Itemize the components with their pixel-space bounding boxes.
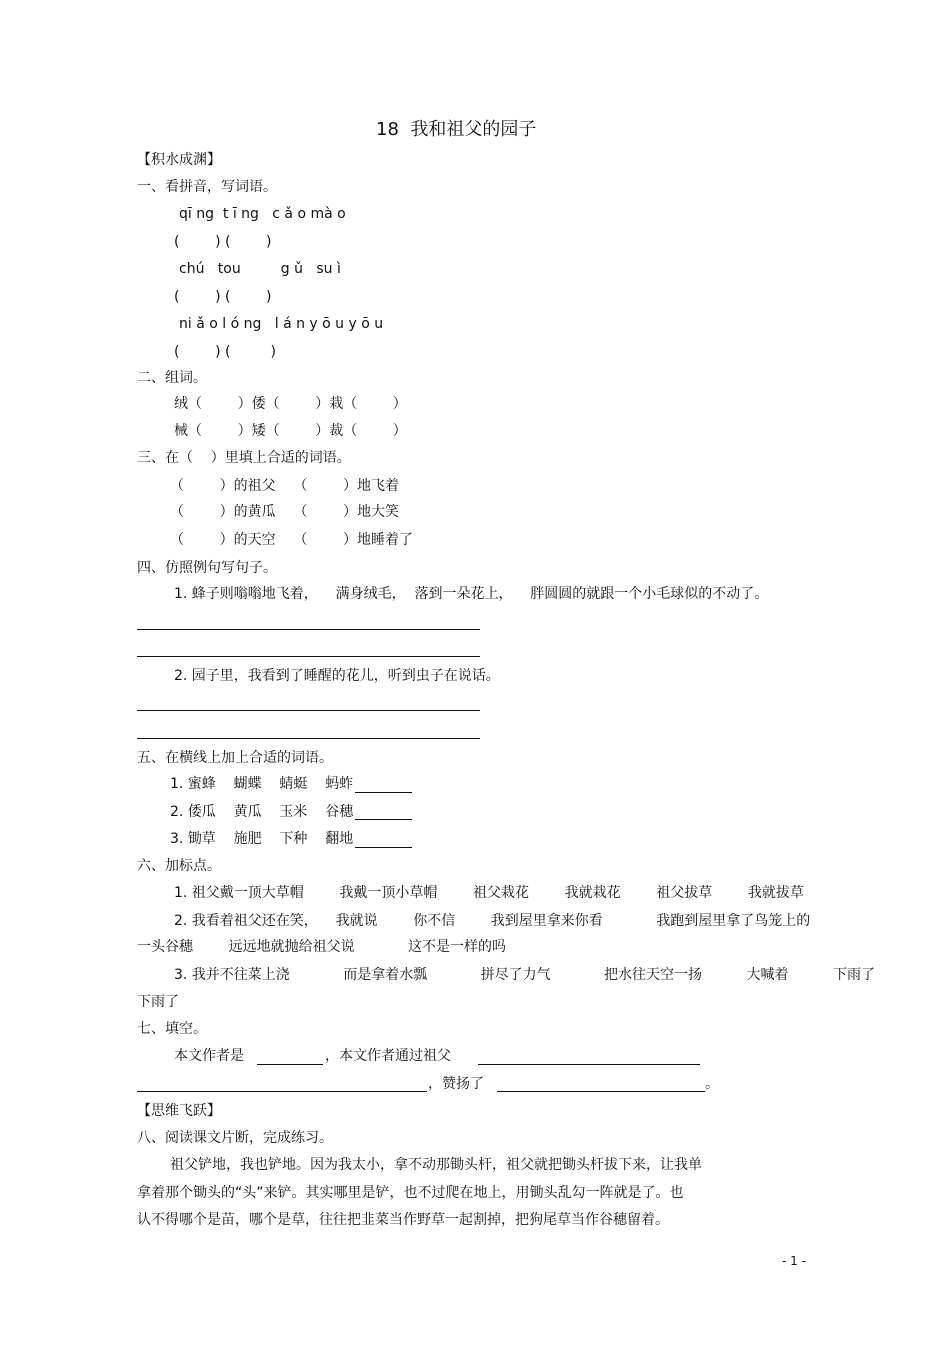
q7-heading: 七、填空。	[137, 1021, 207, 1037]
q6-line-3a: 3. 我并不往菜上浇 而是拿着水瓢 拼尽了力气 把水往天空一扬 大喊着 下雨了	[174, 967, 876, 983]
q1-heading: 一、看拼音，写词语。	[137, 179, 277, 195]
q2-row-1: 绒（ ）倭（ ）栽（ ）	[174, 396, 407, 412]
section-heading-siwei: 【思维飞跃】	[137, 1103, 221, 1119]
answer-line[interactable]	[355, 819, 412, 820]
answer-line[interactable]	[478, 1064, 700, 1065]
q1-pinyin-row-1: qī ng t ī ng c ǎ o mà o	[179, 206, 346, 222]
q3-row-1: （ ）的祖父 （ ）地飞着	[170, 478, 400, 494]
q1-pinyin-row-2: chú tou g ǔ su ì	[179, 261, 341, 277]
answer-line[interactable]	[137, 710, 480, 711]
q4-heading: 四、仿照例句写句子。	[137, 560, 277, 576]
q5-item-1: 1. 蜜蜂 蝴蝶 蜻蜓 蚂蚱	[170, 776, 354, 792]
q3-row-2: （ ）的黄瓜 （ ）地大笑	[170, 504, 400, 520]
q6-line-2b: 一头谷穗 远远地就抛给祖父说 这不是一样的吗	[137, 939, 507, 955]
q8-passage-line-2: 拿着那个锄头的“头”来铲。其实哪里是铲，也不过爬在地上，用锄头乱勾一阵就是了。也	[137, 1185, 684, 1201]
answer-line[interactable]	[137, 656, 480, 657]
q4-sentence-1: 1. 蜂子则嗡嗡地飞着， 满身绒毛， 落到一朵花上， 胖圆圆的就跟一个小毛球似的不动了。	[174, 586, 769, 602]
answer-line[interactable]	[355, 847, 412, 848]
q6-line-1: 1. 祖父戴一顶大草帽 我戴一顶小草帽 祖父栽花 我就栽花 祖父拔草 我就拔草	[174, 885, 804, 901]
page-number: - 1 -	[782, 1254, 806, 1268]
q6-line-3b: 下雨了	[137, 994, 179, 1010]
q2-heading: 二、组词。	[137, 370, 207, 386]
q8-passage-line-3: 认不得哪个是苗，哪个是草，往往把韭菜当作野草一起割掉，把狗尾草当作谷穗留着。	[137, 1212, 669, 1228]
q7-text-period: 。	[705, 1076, 719, 1092]
section-heading-jishui: 【积水成渊】	[137, 152, 221, 168]
q6-heading: 六、加标点。	[137, 858, 221, 874]
answer-line[interactable]	[497, 1091, 705, 1092]
q1-blanks-row-1: ( ) ( )	[174, 234, 272, 250]
q4-sentence-2: 2. 园子里，我看到了睡醒的花儿，听到虫子在说话。	[174, 668, 500, 684]
q1-blanks-row-3: ( ) ( )	[174, 344, 276, 360]
answer-line[interactable]	[137, 629, 480, 630]
q6-line-2a: 2. 我看着祖父还在笑， 我就说 你不信 我到屋里拿来你看 我跑到屋里拿了鸟笼上的	[174, 913, 811, 929]
answer-line[interactable]	[137, 738, 480, 739]
q8-passage-line-1: 祖父铲地，我也铲地。因为我太小，拿不动那锄头杆，祖父就把锄头杆拔下来，让我单	[170, 1157, 702, 1173]
q8-heading: 八、阅读课文片断，完成练习。	[137, 1130, 333, 1146]
answer-line[interactable]	[257, 1064, 323, 1065]
q1-blanks-row-2: ( ) ( )	[174, 289, 272, 305]
page-title: 18 我和祖父的园子	[376, 119, 537, 140]
q5-heading: 五、在横线上加上合适的词语。	[137, 750, 333, 766]
q3-row-3: （ ）的天空 （ ）地睡着了	[170, 532, 414, 548]
q7-text-author: 本文作者是	[174, 1048, 244, 1064]
q1-pinyin-row-3: ni ǎ o l ó ng l á n y ō u y ō u	[179, 316, 384, 332]
answer-line[interactable]	[137, 1091, 427, 1092]
answer-line[interactable]	[355, 792, 412, 793]
q5-item-2: 2. 倭瓜 黄瓜 玉米 谷穗	[170, 804, 354, 820]
q3-heading: 三、在（ ）里填上合适的词语。	[137, 450, 351, 466]
q5-item-3: 3. 锄草 施肥 下种 翻地	[170, 831, 354, 847]
q7-text-through-grandfather: ，本文作者通过祖父	[325, 1048, 451, 1064]
q7-text-praised: ，赞扬了	[428, 1076, 484, 1092]
q2-row-2: 械（ ）矮（ ）裁（ ）	[174, 423, 407, 439]
